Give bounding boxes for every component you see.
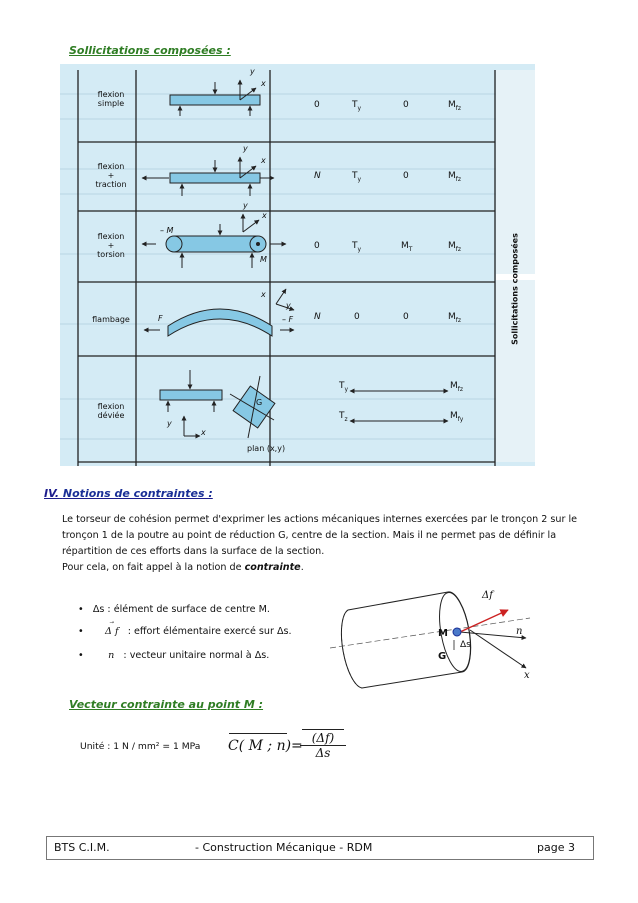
row-label-flexion-simple: flexion simple bbox=[97, 90, 125, 108]
axis-y-2: y bbox=[243, 144, 248, 153]
r1-mt: 0 bbox=[403, 100, 409, 110]
figure-grid bbox=[78, 70, 495, 466]
centroid-g: G bbox=[256, 398, 263, 407]
torsion-m: M bbox=[260, 255, 267, 264]
stress-formula-lhs: C( M ; n)= bbox=[228, 738, 303, 754]
axis-x-2: x bbox=[261, 156, 266, 165]
row-label-flexion-traction: flexion + traction bbox=[95, 162, 127, 189]
torsion-minus-m: – M bbox=[160, 226, 174, 235]
r2-mt: 0 bbox=[403, 171, 409, 181]
composed-loads-heading: Sollicitations composées : bbox=[69, 44, 231, 57]
r4-n: N bbox=[314, 312, 321, 322]
axis-y-4: y bbox=[286, 301, 291, 310]
r4-mf: $M_{fz}$ bbox=[448, 312, 462, 324]
df-label: Δf bbox=[482, 590, 493, 601]
composed-loads-figure bbox=[60, 64, 535, 466]
paragraph-line-1: Le torseur de cohésion permet d'exprimer les actions mécaniques internes exercées par le tronçon 2 sur le bbox=[62, 514, 578, 525]
axis-x-3: x bbox=[262, 211, 267, 220]
g-label: G bbox=[438, 651, 447, 662]
r1-n: 0 bbox=[314, 100, 320, 110]
r4-t: 0 bbox=[354, 312, 360, 322]
bullet-n: • n : vecteur unitaire normal à Δs. bbox=[78, 650, 270, 661]
r2-mf: $M_{fz}$ bbox=[448, 171, 462, 183]
paragraph-line-3: répartition de ces efforts dans la surface de la section. bbox=[62, 546, 325, 557]
stress-cylinder-diagram bbox=[330, 590, 542, 690]
axis-x-5: x bbox=[201, 428, 206, 437]
beam-flambage bbox=[144, 289, 294, 336]
section-4-number: IV. bbox=[44, 487, 60, 500]
beam-flexion-traction bbox=[142, 157, 274, 196]
ds-label: Δs bbox=[460, 640, 471, 650]
r3-mf: $M_{fz}$ bbox=[448, 241, 462, 253]
footer-left: BTS C.I.M. bbox=[54, 841, 110, 854]
m-label: M bbox=[438, 628, 448, 639]
cylinder-svg bbox=[330, 590, 542, 690]
side-label: Sollicitations composées bbox=[510, 233, 520, 345]
axis-y-3: y bbox=[243, 201, 248, 210]
plan-xy-label: plan (x,y) bbox=[247, 444, 286, 453]
axis-x-1: x bbox=[261, 79, 266, 88]
vector-stress-heading: Vecteur contrainte au point M : bbox=[69, 698, 264, 711]
section-4-title: Notions de contraintes : bbox=[62, 487, 213, 500]
x-label: x bbox=[524, 670, 530, 681]
row-label-flambage: flambage bbox=[92, 315, 130, 324]
r5-ty: $T_y$ bbox=[339, 381, 349, 393]
page-footer bbox=[46, 836, 594, 860]
unit-label: Unité : 1 N / mm² = 1 MPa bbox=[80, 741, 201, 752]
r5-mfy: $M_{fy}$ bbox=[450, 411, 464, 423]
formula-numerator: (Δf) bbox=[311, 731, 335, 745]
vector-bar-c bbox=[229, 733, 287, 734]
n-label: n bbox=[516, 626, 523, 637]
section-4-heading bbox=[44, 487, 213, 500]
bullet-df: • Δ f : effort élémentaire exercé sur Δs. bbox=[78, 626, 292, 637]
r3-n: 0 bbox=[314, 241, 320, 251]
r3-t: $T_y$ bbox=[352, 241, 362, 253]
r1-t: $T_y$ bbox=[352, 100, 362, 112]
axis-y-1: y bbox=[250, 67, 255, 76]
axis-x-4: x bbox=[261, 290, 266, 299]
force-f: F bbox=[158, 314, 163, 323]
row-label-flexion-deviee: flexion déviée bbox=[97, 402, 125, 420]
r3-mt: $M_T$ bbox=[401, 241, 413, 253]
r2-t: $T_y$ bbox=[352, 171, 362, 183]
r1-mf: $M_{fz}$ bbox=[448, 100, 462, 112]
stress-formula-fraction bbox=[300, 729, 346, 760]
r2-n: N bbox=[314, 171, 321, 181]
row-label-flexion-torsion: flexion + torsion bbox=[97, 232, 125, 259]
section-4-paragraph bbox=[62, 512, 597, 576]
footer-center: - Construction Mécanique - RDM bbox=[195, 841, 373, 854]
r5-tz: $T_z$ bbox=[339, 411, 348, 423]
formula-denominator: Δs bbox=[315, 746, 331, 760]
r5-mfz: $M_{fz}$ bbox=[450, 381, 464, 393]
beam-flexion-simple bbox=[170, 80, 260, 116]
axis-y-5: y bbox=[167, 419, 172, 428]
background-texture bbox=[60, 94, 535, 439]
r4-mt: 0 bbox=[403, 312, 409, 322]
side-label-box bbox=[508, 214, 522, 364]
footer-right: page 3 bbox=[537, 841, 575, 854]
bullet-ds: • Δs : élément de surface de centre M. bbox=[78, 604, 270, 615]
force-minus-f: – F bbox=[282, 315, 294, 324]
paragraph-line-2: tronçon 1 de la poutre au point de réduction G, centre de la section. Mais il ne permet pas de définir la bbox=[62, 530, 557, 541]
paragraph-line-4: Pour cela, on fait appel à la notion de contrainte. bbox=[62, 562, 304, 573]
